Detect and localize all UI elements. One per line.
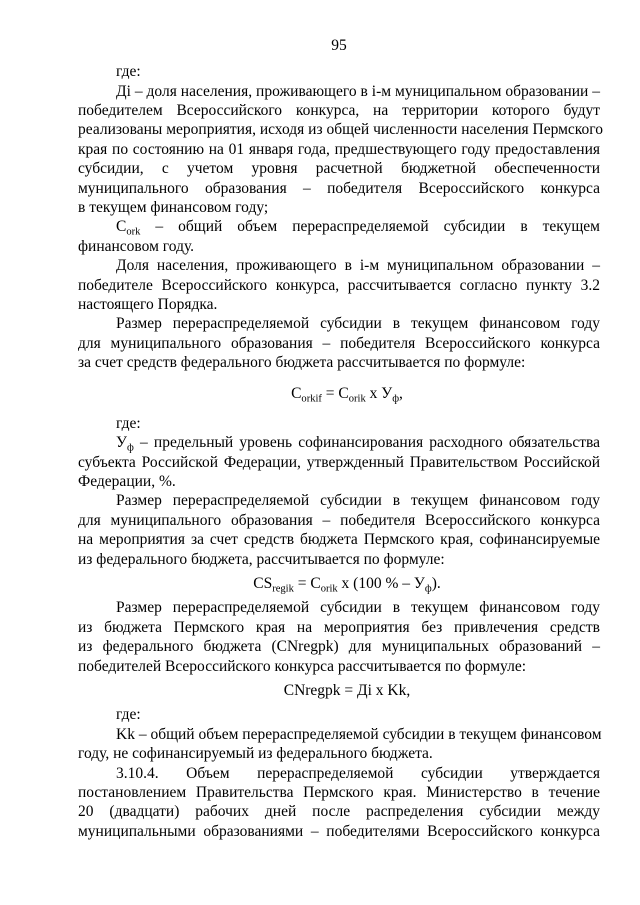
formula-corkif	[78, 384, 600, 403]
definition-subscript: ork	[126, 227, 141, 239]
formula-subscript: ф	[392, 393, 400, 405]
definition-text: – предельный уровень софинансирования расходного обязательства	[133, 434, 600, 452]
text-line: победителем Всероссийского конкурса, на территории которого будут	[78, 102, 600, 120]
text-line: Размер перераспределяемой субсидии в текущем финансовом году	[116, 599, 600, 617]
text-line: победителе Всероссийского конкурса, рассчитывается согласно пункту 3.2	[78, 276, 600, 294]
text-line: края по состоянию на 01 января года, предшествующего году предоставления	[78, 140, 600, 158]
formula-term: CS	[253, 575, 273, 593]
text-line: за счет средств федерального бюджета рассчитывается по формуле:	[78, 354, 526, 372]
text-line: постановлением Правительства Пермского края. Министерство в течение	[78, 783, 600, 801]
formula-subscript: ф	[424, 583, 432, 595]
formula-term: C	[291, 384, 302, 402]
text-line: 3.10.4. Объем перераспределяемой субсидии утверждается	[116, 764, 600, 782]
text-line: Доля населения, проживающего в i-м муниципальном образовании –	[116, 257, 600, 275]
formula-term: ).	[431, 575, 441, 593]
formula-subscript: regik	[272, 583, 294, 595]
definition-text: – общий объем перераспределяемой субсидии в текущем	[140, 218, 600, 236]
formula-term: ,	[399, 384, 403, 402]
document-body	[78, 62, 604, 841]
text-line: Размер перераспределяемой субсидии в текущем финансовом году	[116, 492, 600, 510]
text-line: для муниципального образования – победителя Всероссийского конкурса	[78, 334, 600, 352]
text-line: реализованы мероприятия, исходя из общей численности населения Пермского	[78, 121, 604, 139]
text-line: муниципального образования – победителя Всероссийского конкурса	[78, 179, 600, 197]
text-line: где:	[116, 706, 141, 724]
text-line: субсидии, с учетом уровня расчетной бюджетной обеспеченности	[78, 160, 600, 178]
text-line: победителей Всероссийского конкурса рассчитывается по формуле:	[78, 657, 527, 675]
text-line: на мероприятия за счет средств бюджета Пермского края, софинансируемые	[78, 531, 600, 549]
text-line: субъекта Российской Федерации, утвержденный Правительством Российской	[78, 453, 600, 471]
definition-line-uf	[78, 433, 600, 452]
formula-term: x У	[365, 384, 393, 402]
text-line: Kk – общий объем перераспределяемой субсидии в текущем финансовом	[116, 725, 602, 743]
text-line: Дi – доля населения, проживающего в i-м муниципальном образовании –	[116, 82, 600, 100]
text-line: где:	[116, 414, 141, 432]
text-line: в текущем финансовом году;	[78, 198, 269, 216]
text-line: из федерального бюджета, рассчитывается по формуле:	[78, 550, 445, 568]
text-line: муниципальными образованиями – победителями Всероссийского конкурса	[78, 822, 600, 840]
formula-subscript: orik	[320, 583, 338, 595]
text-line: настоящего Порядка.	[78, 295, 218, 313]
definition-line-cork	[78, 217, 600, 239]
text-line: году, не софинансируемый из федерального бюджета.	[78, 745, 433, 763]
formula-subscript: orkif	[301, 393, 322, 405]
text-line: Федерации, %.	[78, 473, 176, 491]
text-line: Размер перераспределяемой субсидии в текущем финансовом году	[116, 315, 600, 333]
text-line: где:	[116, 63, 141, 81]
page-number: 95	[331, 37, 347, 54]
formula-cnregpk: CNregpk = Дi x Kk,	[283, 681, 411, 699]
text-line: финансовом году.	[78, 237, 195, 255]
formula-subscript: orik	[348, 393, 366, 405]
text-line: для муниципального образования – победителя Всероссийского конкурса	[78, 511, 600, 529]
definition-subscript: ф	[126, 442, 134, 454]
formula-term: = C	[293, 575, 321, 593]
text-line: 20 (двадцати) рабочих дней после распределения субсидии между	[78, 803, 600, 821]
text-line: из бюджета Пермского края на мероприятия без привлечения средств	[78, 618, 600, 636]
formula-term: = C	[321, 384, 349, 402]
text-line: из федерального бюджета (CNregpk) для муниципальных образований –	[78, 638, 600, 656]
formula-term: x (100 % – У	[337, 575, 425, 593]
definition-symbol: C	[116, 218, 127, 236]
definition-symbol: У	[116, 434, 127, 452]
formula-csregik	[78, 574, 600, 593]
